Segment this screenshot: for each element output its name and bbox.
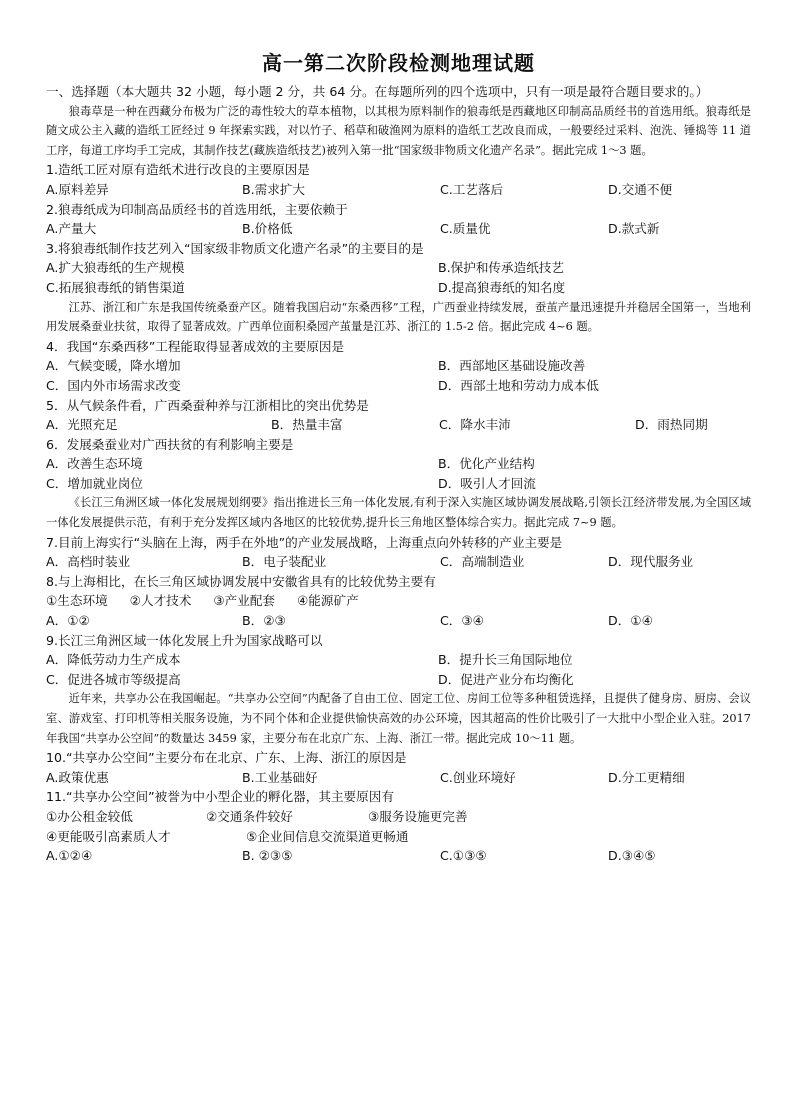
passage-3: 《长江三角洲区域一体化发展规划纲要》指出推进长三角一体化发展,有利于深入实施区域协调发展战略,引领长江经济带发展,为全国区域一体化发展提供示范，有利于充分发挥区域内各地区的比较优势,提升长三角地区整体综合实力。据此完成 7~9 题。 bbox=[46, 496, 751, 530]
option-a[interactable]: A．改善生态环境 bbox=[46, 456, 143, 472]
question-9-options-ab bbox=[46, 650, 751, 670]
option-c[interactable]: C.拓展狼毒纸的销售渠道 bbox=[46, 279, 185, 295]
question-4-options-cd bbox=[46, 376, 751, 396]
page-title: 高一第二次阶段检测地理试题 bbox=[262, 51, 535, 75]
option-c[interactable]: C.工艺落后 bbox=[440, 181, 504, 197]
option-c[interactable]: C．国内外市场需求改变 bbox=[46, 377, 181, 393]
option-c[interactable]: C．降水丰沛 bbox=[439, 417, 511, 433]
question-11-options bbox=[46, 846, 751, 866]
option-d[interactable]: D.提高狼毒纸的知名度 bbox=[438, 279, 566, 295]
item-4: ④更能吸引高素质人才 bbox=[46, 828, 171, 844]
option-b[interactable]: B．西部地区基础设施改善 bbox=[438, 358, 586, 374]
question-9-options-cd bbox=[46, 670, 751, 690]
item-5: ⑤企业间信息交流渠道更畅通 bbox=[246, 828, 409, 844]
question-8-options bbox=[46, 611, 751, 631]
question-7: 7.目前上海实行“头脑在上海，两手在外地”的产业发展战略，上海重点向外转移的产业主要是 bbox=[46, 534, 563, 550]
option-c[interactable]: C．③④ bbox=[440, 613, 484, 629]
passage-4: 近年来，共享办公在我国崛起。“共享办公空间”内配备了自由工位、固定工位、房间工位等多种租赁选择，且提供了健身房、厨房、会议室、游戏室、打印机等相关服务设施，为不同个体和企业提供愉快高效的办公环境，因其超高的性价比吸引了一大批中小型企业入驻。2017 年我国“共享办公空间”的数量达 3459 家，主要分布在北京广东、上海、浙江一带。据此完成 10～11 题。 bbox=[46, 692, 751, 745]
option-a[interactable]: A.扩大狼毒纸的生产规模 bbox=[46, 260, 185, 276]
option-a[interactable]: A．光照充足 bbox=[46, 417, 118, 433]
question-2-options bbox=[46, 219, 751, 239]
option-c[interactable]: C．增加就业岗位 bbox=[46, 475, 143, 491]
option-b[interactable]: B. ②③⑤ bbox=[242, 848, 293, 864]
option-b[interactable]: B．优化产业结构 bbox=[438, 456, 535, 472]
option-c[interactable]: C．促进各城市等级提高 bbox=[46, 671, 181, 687]
option-a[interactable]: A.①②④ bbox=[46, 848, 93, 864]
item-3: ③服务设施更完善 bbox=[368, 808, 468, 824]
option-a[interactable]: A．①② bbox=[46, 613, 90, 629]
item-3: ③产业配套 bbox=[213, 593, 276, 609]
exam-page bbox=[46, 50, 751, 866]
option-b[interactable]: B.工业基础好 bbox=[242, 769, 318, 785]
question-6-options-cd bbox=[46, 474, 751, 494]
question-8: 8.与上海相比，在长三角区域协调发展中安徽省具有的比较优势主要有 bbox=[46, 573, 436, 589]
question-8-items bbox=[46, 591, 751, 611]
option-d[interactable]: D．西部土地和劳动力成本低 bbox=[438, 377, 599, 393]
question-10: 10.“共享办公空间”主要分布在北京、广东、上海、浙江的原因是 bbox=[46, 750, 407, 766]
option-b[interactable]: B.需求扩大 bbox=[242, 181, 306, 197]
option-d[interactable]: D．现代服务业 bbox=[608, 554, 694, 570]
item-1: ①办公租金较低 bbox=[46, 808, 133, 824]
option-a[interactable]: A．高档时装业 bbox=[46, 554, 131, 570]
option-d[interactable]: D．吸引人才回流 bbox=[438, 475, 536, 491]
question-3-options-ab bbox=[46, 258, 751, 278]
option-d[interactable]: D．①④ bbox=[608, 613, 653, 629]
question-2: 2.狼毒纸成为印制高品质经书的首选用纸，主要依赖于 bbox=[46, 201, 348, 217]
option-a[interactable]: A．降低劳动力生产成本 bbox=[46, 652, 181, 668]
question-5: 5．从气候条件看，广西桑蚕种养与江浙相比的突出优势是 bbox=[46, 397, 369, 413]
option-a[interactable]: A.原料差异 bbox=[46, 181, 109, 197]
item-1: ①生态环境 bbox=[46, 593, 108, 609]
option-b[interactable]: B．电子装配业 bbox=[242, 554, 327, 570]
option-c[interactable]: C.①③⑤ bbox=[440, 848, 487, 864]
question-9: 9.长江三角洲区域一体化发展上升为国家战略可以 bbox=[46, 632, 323, 648]
question-4: 4．我国“东桑西移”工程能取得显著成效的主要原因是 bbox=[46, 338, 345, 354]
option-b[interactable]: B.保护和传承造纸技艺 bbox=[438, 260, 564, 276]
option-a[interactable]: A．气候变暖，降水增加 bbox=[46, 358, 181, 374]
item-2: ②人才技术 bbox=[129, 593, 192, 609]
question-1-options bbox=[46, 180, 751, 200]
section-header: 一、选择题（本大题共 32 小题，每小题 2 分，共 64 分。在每题所列的四个选项中，只有一项是最符合题目要求的。） bbox=[46, 84, 709, 99]
question-1: 1.造纸工匠对原有造纸术进行改良的主要原因是 bbox=[46, 162, 310, 178]
question-5-options bbox=[46, 415, 751, 435]
question-3-options-cd bbox=[46, 278, 751, 298]
option-c[interactable]: C．高端制造业 bbox=[440, 554, 525, 570]
option-d[interactable]: D．促进产业分布均衡化 bbox=[438, 671, 574, 687]
option-b[interactable]: B．提升长三角国际地位 bbox=[438, 652, 573, 668]
question-3: 3.将狼毒纸制作技艺列入“国家级非物质文化遗产名录”的主要目的是 bbox=[46, 240, 424, 256]
option-a[interactable]: A.政策优惠 bbox=[46, 769, 109, 785]
option-c[interactable]: C.质量优 bbox=[440, 221, 491, 237]
question-11: 11.“共享办公空间”被誉为中小型企业的孵化器，其主要原因有 bbox=[46, 789, 394, 805]
passage-2: 江苏、浙江和广东是我国传统桑蚕产区。随着我国启动“东桑西移”工程，广西蚕业持续发展，蚕茧产量迅速提升并稳居全国第一，当地利用发展桑蚕业扶贫，取得了显著成效。广西单位面积桑园产茧量是江苏、浙江的 1.5-2 倍。据此完成 4~6 题。 bbox=[46, 300, 751, 334]
option-d[interactable]: D．雨热同期 bbox=[635, 417, 708, 433]
option-d[interactable]: D.③④⑤ bbox=[608, 848, 656, 864]
question-11-items-row1 bbox=[46, 807, 751, 827]
question-6: 6．发展桑蚕业对广西扶贫的有利影响主要是 bbox=[46, 436, 294, 452]
option-b[interactable]: B．热量丰富 bbox=[271, 417, 343, 433]
option-b[interactable]: B.价格低 bbox=[242, 221, 293, 237]
item-4: ④能源矿产 bbox=[297, 593, 359, 609]
question-6-options-ab bbox=[46, 454, 751, 474]
option-d[interactable]: D.款式新 bbox=[608, 221, 660, 237]
question-7-options bbox=[46, 552, 751, 572]
option-d[interactable]: D.分工更精细 bbox=[608, 769, 685, 785]
question-4-options-ab bbox=[46, 356, 751, 376]
question-10-options bbox=[46, 768, 751, 788]
option-c[interactable]: C.创业环境好 bbox=[440, 769, 516, 785]
option-a[interactable]: A.产量大 bbox=[46, 221, 97, 237]
passage-1: 狼毒草是一种在西藏分布极为广泛的毒性较大的草本植物，以其根为原料制作的狼毒纸是西藏地区印制高品质经书的首选用纸。狼毒纸是随文成公主入藏的造纸工匠经过 9 年探索实践，对以竹子、稻草和破渔网为原料的造纸工艺改良而成，一般要经过采料、泡洗、锤捣等 11 道工序，每道工序均手工完成，其制作技艺(藏族造纸技艺)被列入第一批“国家级非物质文化遗产名录”。据此完成 1～3 题。 bbox=[46, 104, 751, 157]
option-b[interactable]: B．②③ bbox=[242, 613, 286, 629]
item-2: ②交通条件较好 bbox=[206, 808, 293, 824]
question-11-items-row2 bbox=[46, 827, 751, 847]
option-d[interactable]: D.交通不便 bbox=[608, 181, 673, 197]
